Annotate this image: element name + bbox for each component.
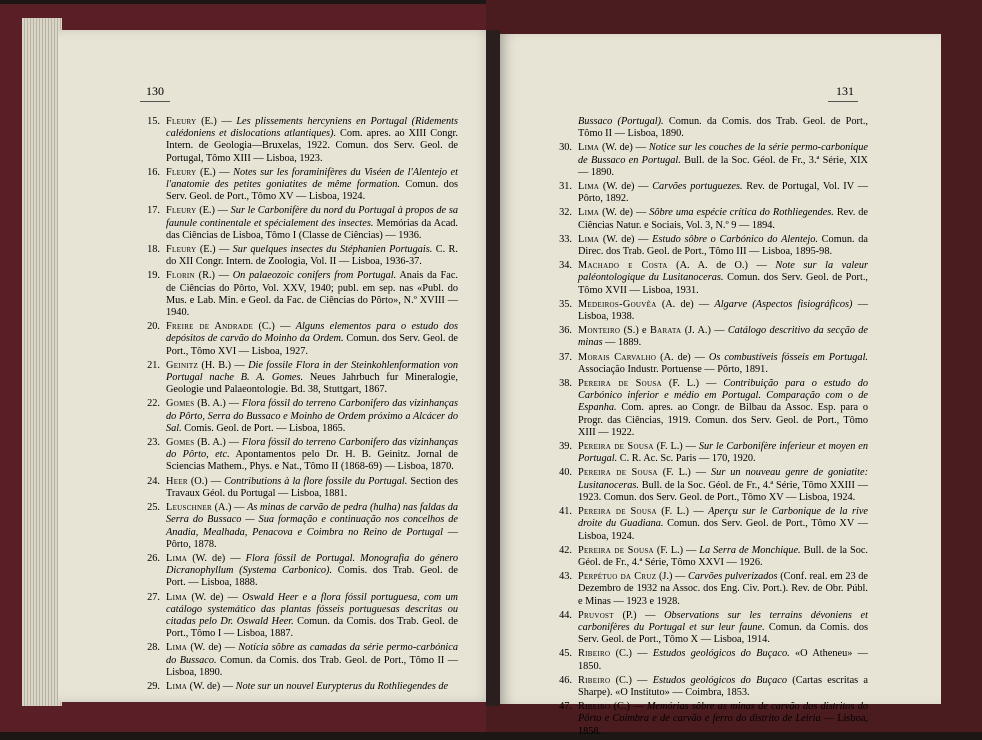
entry-author: Pereira de Sousa <box>578 544 654 556</box>
bib-entry <box>140 167 458 204</box>
entry-details: Comun. da Comis. dos Serv. Geol. de Port., Tômo X — Lisboa, 1914. <box>578 621 869 646</box>
entry-title: Flora fóssil do terreno Carbonifero das vizinhanças do Pôrto, etc. <box>166 437 458 461</box>
entry-title: Estudo sôbre o Carbónico do Alentejo. <box>652 233 818 245</box>
entry-author: Fleury <box>166 205 197 217</box>
entry-title: Notes sur les foraminifères du Viséen de l'Alentejo et l'anatomie des petites goniatites de même formation. <box>166 166 458 191</box>
entry-initials: (C.) — <box>610 648 653 660</box>
entry-author: Lima <box>578 207 600 219</box>
bib-entry <box>552 299 868 323</box>
entry-details: Comis. dos Trab. Geol. de Port. — Lisboa, 1888. <box>166 565 458 589</box>
bib-entry <box>140 321 458 358</box>
entry-initials: (W. de) — <box>599 181 653 193</box>
entry-author: Ribeiro <box>578 674 611 686</box>
entry-author: Medeiros-Gouvêa <box>578 298 657 310</box>
entry-coauthor-initials: (J. A.) — <box>681 325 728 337</box>
page-number-right: 131 <box>836 84 854 98</box>
entry-number: 21. <box>147 359 160 371</box>
entry-author: Lima <box>166 680 188 692</box>
entry-number: 17. <box>147 205 160 217</box>
entry-author: Geinitz <box>166 359 199 371</box>
entry-number: 26. <box>147 552 160 564</box>
page-edges <box>22 18 62 706</box>
entry-number: 23. <box>147 437 160 449</box>
entry-title: Oswald Heer e a flora fóssil portuguesa, com um catálogo systemático das plantas fósseis portuguesas descritas ou citadas pelo Dr. Oswald Heer. <box>166 591 458 627</box>
entry-initials: (E.) — <box>196 166 234 178</box>
bib-entry <box>552 325 868 349</box>
entry-details: Comun. dos Serv. Geol. de Port., Tômo XVI — Lisboa, 1927. <box>166 333 458 357</box>
bib-entry <box>552 675 868 699</box>
entry-initials: (F. L.) — <box>653 544 700 556</box>
entry-details: C. R. do XII Congr. Intern. de Zoologia, Vol. II — Lisboa, 1936-37. <box>166 244 458 268</box>
bib-entry <box>140 502 458 551</box>
entry-author: Machado e Costa <box>578 260 668 272</box>
entry-title: Die fossile Flora in der Steinkohlenformation von Portugal nache B. A. Gomes. <box>166 359 458 384</box>
entry-number: 16. <box>147 166 160 178</box>
entry-details: Com. apres. ao Congr. de Bilbau da Assoc. Esp. para o Progr. das Ciências, 1919. Comun. dos Serv. Geol. de Port., Tômo XIII — 1922. <box>578 402 868 438</box>
entry-details: Bull. de la Soc. Géol. de Fr., 4.ª Série, Tômo XXIII — 1923. Comun. dos Serv. Geol. de Port., Tômo XV — Lisboa, 1924. <box>578 479 868 503</box>
entry-title: Alguns elementos para o estudo dos depósitos de carvão do Moinho da Ordem. <box>166 321 459 345</box>
entry-details: Comun. dos Serv. Geol. de Port., Tômo XVII — Lisboa, 1931. <box>578 272 868 296</box>
entry-details: Comun. da Comis. dos Trab. Geol. de Port., Tômo I — Lisboa, 1887. <box>166 615 458 640</box>
bib-entry <box>140 476 458 500</box>
entry-title: Notice sur les couches de la série permo-carbonique de Bussaco en Portugal. <box>578 142 868 166</box>
bib-entry <box>140 244 458 268</box>
entry-number: 18. <box>147 244 160 256</box>
entry-details: (Conf. real. em 23 de Dezembro de 1932 na Assoc. dos Eng. Civ. Port.). Rev. de Obr. Públ. e Minas — 1923 e 1928. <box>578 571 868 607</box>
entry-title: Carvões pulverizados <box>687 571 778 583</box>
entry-author: Gomes <box>166 398 195 410</box>
entry-initials: (E.) — <box>196 205 231 217</box>
entry-author: Lima <box>166 591 188 603</box>
bib-entry <box>140 592 458 641</box>
entry-title: Notícia sôbre as camadas da série permo-carbónica do Bussaco. <box>166 642 458 666</box>
entry-author: Pruvost <box>578 609 614 621</box>
entry-title: Sur un nouveau genre de goniatite: Lusitanoceras. <box>578 467 868 491</box>
entry-number: 32. <box>559 207 572 219</box>
entry-author: Freire de Andrade <box>166 321 254 333</box>
page-number-rule-right <box>828 101 858 102</box>
entry-details: Bull. de la Soc. Géol. de Fr., 4.ª Série, Tômo XXVI — 1926. <box>578 544 869 568</box>
entry-number: 30. <box>559 142 572 154</box>
entry-author: Pereira de Sousa <box>578 506 657 518</box>
entry-details: «O Atheneu» — 1850. <box>578 648 868 672</box>
entry-author: Pereira de Sousa <box>578 378 662 390</box>
entry-number: 28. <box>147 642 160 654</box>
entry-title: On palaeozoic conifers from Portugal. <box>232 270 397 282</box>
entry-title: Aperçu sur le Carbonique de la rive droite du Guadiana. <box>578 506 868 530</box>
entry-title: Flora fóssil do terreno Carbonifero das vizinhanças do Pôrto, Serra do Bussaco e Moinho de Ordem próximo a Alcácer do Sal. <box>166 398 458 434</box>
entry-number: 19. <box>147 270 160 282</box>
page-number-rule-left <box>140 101 170 102</box>
bib-entry <box>140 437 458 474</box>
bib-entry <box>552 207 868 231</box>
entry-author: Heer <box>166 475 188 487</box>
bib-entry <box>552 260 868 297</box>
entry-title: Os combustíveis fósseis em Portugal. <box>708 351 868 363</box>
entry-title: Les plissements hercyniens en Portugal (Ridements calédoniens et dislocations atlantiques). <box>166 116 458 140</box>
entry-details: Rev. de Ciências Natur. e Sociais, Vol. 3, N.º 9 — 1894. <box>578 207 868 231</box>
entry-number: 36. <box>559 325 572 337</box>
entry-author: Fleury <box>166 244 197 256</box>
bib-entry <box>140 642 458 679</box>
entry-author: Monteiro <box>578 325 621 337</box>
entry-details: Apontamentos pelo Dr. H. B. Geinitz. Jornal de Sciencias Mathem., Phys. e Nat., Tômo II (1868-69) — Lisboa, 1870. <box>166 449 458 473</box>
entry-number: 31. <box>559 181 572 193</box>
entry-number: 46. <box>559 674 572 686</box>
entry-details: Comun. da Direc. dos Trab. Geol. de Port., Tômo III — Lisboa, 1895-98. <box>578 233 868 258</box>
entry-details: — 1889. <box>602 337 642 349</box>
entry-details: Comun. da Comis. dos Trab. Geol. de Port., Tômo II — Lisboa, 1890. <box>578 116 868 140</box>
entry-title: As minas de carvão de pedra (hulha) nas faldas da Serra do Bussaco — Sua formação e continuação nos concelhos de Anadia, Mealhada, Penacova e Coimbra no Reino de Portugal <box>166 502 458 538</box>
entry-author: Ribeiro <box>578 648 611 660</box>
entry-number: 35. <box>559 298 572 310</box>
bib-entry <box>552 506 868 543</box>
bibliography-left <box>140 116 458 695</box>
bib-entry <box>552 545 868 569</box>
entry-details: Section des Travaux Géol. du Portugal — Lisboa, 1881. <box>166 475 459 499</box>
entry-number: 40. <box>559 467 572 479</box>
entry-number: 44. <box>559 609 572 621</box>
entry-initials: (W. de) — <box>599 233 653 245</box>
entry-details: Comis. Geol. de Port. — Lisboa, 1865. <box>181 422 346 434</box>
entry-author: Gomes <box>166 437 195 449</box>
entry-title: Algarve (Aspectos fisiográficos) <box>714 298 853 310</box>
entry-details: Rev. de Portugal, Vol. IV — Pôrto, 1892. <box>578 181 868 205</box>
entry-coauthor: Barata <box>649 325 682 337</box>
entry-initials: (W. de) — <box>187 680 236 692</box>
entry-title: Contribuição para o estudo do Carbónico inferior e médio em Portugal. Comparação com o de Espanha. <box>578 378 869 414</box>
entry-number: 22. <box>147 398 160 410</box>
entry-details: C. R. Ac. Sc. Paris — 170, 1920. <box>617 453 756 465</box>
bib-entry <box>552 610 868 647</box>
entry-title: Sôbre uma espécie crítica do Rothliegendes. <box>649 207 834 219</box>
entry-details: — Pôrto, 1878. <box>166 526 459 550</box>
bib-entry <box>140 270 458 319</box>
entry-details: Anais da Fac. de Ciências do Pôrto, Vol. XXV, 1940; publ. em sep. nas «Publ. do Mus. e Lab. Min. e Geol. da Fac. de Ciências do Pôrto», N.º XVIII — 1940. <box>166 270 458 319</box>
entry-author: Morais Carvalho <box>578 351 657 363</box>
entry-details: — Lisboa, 1938. <box>578 298 868 323</box>
entry-author: Fleury <box>166 166 197 178</box>
entry-initials: (W. de) — <box>599 142 649 154</box>
entry-author: Lima <box>166 642 188 654</box>
entry-details: Com. apres. ao XIII Congr. Intern. de Geologia—Bruxelas, 1922. Comun. dos Serv. Geol. de Portugal, Tômo XIII — Lisboa, 1923. <box>166 128 458 164</box>
entry-title: Estudos geológicos do Buçaco. <box>652 648 790 660</box>
entry-author: Ribeiro <box>578 701 611 713</box>
entry-title: Sur le Carbonifère du nord du Portugal à propos de sa faunule continentale et spécialement des insectes. <box>166 205 458 229</box>
entry-initials: (O.) — <box>187 475 225 487</box>
entry-initials: (R.) — <box>194 270 233 282</box>
entry-initials: (J.) — <box>656 571 688 583</box>
book-gutter <box>486 30 500 706</box>
entry-number: 34. <box>559 260 572 272</box>
entry-initials: (B. A.) — <box>194 437 242 449</box>
entry-initials: (S.) e <box>620 325 650 337</box>
page-number-left: 130 <box>146 84 164 98</box>
entry-title: Estudos geológicos do Buçaco <box>652 674 787 686</box>
bib-entry <box>140 205 458 242</box>
bib-entry <box>140 360 458 397</box>
entry-details: Associação Industr. Portuense — Pôrto, 1891. <box>578 363 768 375</box>
entry-number: 38. <box>559 378 572 390</box>
entry-title: La Serra de Monchique. <box>699 544 801 556</box>
entry-number: 42. <box>559 544 572 556</box>
bib-entry <box>140 398 458 435</box>
entry-initials: (C.) — <box>253 321 296 333</box>
bib-entry <box>552 701 868 738</box>
entry-details: Comun. da Comis. dos Trab. Geol. de Port., Tômo II — Lisboa, 1890. <box>166 654 458 678</box>
entry-number: 33. <box>559 233 572 245</box>
bib-entry <box>552 441 868 465</box>
bib-entry <box>552 378 868 439</box>
bib-entry <box>140 681 458 693</box>
entry-initials: (H. B.) — <box>198 359 249 371</box>
entry-author: Perpétuo da Cruz <box>578 571 657 583</box>
bibliography-right <box>552 116 868 740</box>
entry-title: Bussaco (Portugal). <box>578 116 664 127</box>
entry-title: Memórias sôbre as minas de carvão dos distritos do Pôrto e Coimbra e de carvão e ferro do distrito de Leiria <box>578 701 868 725</box>
entry-number: 39. <box>559 441 572 453</box>
bib-entry <box>552 648 868 672</box>
bib-entry <box>552 467 868 504</box>
entry-initials: (C.) — <box>610 674 653 686</box>
entry-author: Pereira de Sousa <box>578 467 658 479</box>
entry-number: 20. <box>147 321 160 333</box>
bib-entry <box>552 571 868 608</box>
entry-author: Lima <box>166 552 188 564</box>
entry-initials: (A. A. de O.) — <box>667 260 776 272</box>
entry-details: Memórias da Acad. das Ciências de Lisboa, Tômo I (Classe de Ciências) — 1936. <box>166 217 458 241</box>
entry-details: (Cartas escritas a Sharpe). «O Instituto» — Coimbra, 1853. <box>578 674 868 698</box>
entry-author: Leuschner <box>166 502 212 514</box>
entry-number: 29. <box>147 680 160 692</box>
entry-author: Lima <box>578 233 600 245</box>
entry-initials: (A. de) — <box>656 351 709 363</box>
entry-number: 45. <box>559 648 572 660</box>
entry-author: Florin <box>166 270 195 282</box>
entry-title: Flora fóssil de Portugal. Monografia do género Dicranophyllum (Systema Carbonico). <box>166 552 458 577</box>
entry-title: Sur quelques insectes du Stéphanien Portugais. <box>232 244 433 256</box>
entry-initials: (C.) — <box>610 701 647 713</box>
entry-number: 15. <box>147 116 160 127</box>
entry-initials: (F. L.) — <box>661 378 724 390</box>
bib-entry <box>140 553 458 590</box>
entry-number: 41. <box>559 506 572 518</box>
entry-details: — Lisboa, 1858. <box>578 713 868 737</box>
entry-initials: (E.) — <box>196 244 233 256</box>
entry-initials: (F. L.) — <box>657 467 712 479</box>
entry-number: 47. <box>559 701 572 713</box>
entry-author: Fleury <box>166 116 197 127</box>
entry-initials: (W. de) — <box>599 207 650 219</box>
entry-title: Note sur la valeur paléontologique du Lusitanoceras. <box>578 260 868 284</box>
bib-entry <box>552 142 868 179</box>
entry-initials: (F. L.) — <box>656 506 709 518</box>
entry-title: Carvões portuguezes. <box>652 181 743 193</box>
entry-initials: (E.) — <box>196 116 237 127</box>
entry-title: Sur le Carbonifère inferieur et moyen en Portugal. <box>578 441 868 465</box>
entry-initials: (W. de) — <box>187 552 246 564</box>
entry-author: Lima <box>578 142 600 154</box>
entry-initials: (P.) — <box>613 609 665 621</box>
bib-entry <box>140 116 458 165</box>
entry-initials: (B. A.) — <box>194 398 242 410</box>
entry-number: 24. <box>147 475 160 487</box>
bib-entry <box>552 181 868 205</box>
entry-details: Comun. dos Serv. Geol. de Port., Tômo XV — Lisboa, 1924. <box>166 179 458 203</box>
entry-number: 27. <box>147 591 160 603</box>
entry-details: Comun. dos Serv. Geol. de Port., Tômo XV — Lisboa, 1924. <box>578 518 868 542</box>
entry-initials: (W. de) — <box>187 642 239 654</box>
bib-entry <box>552 352 868 376</box>
entry-author: Pereira de Sousa <box>578 441 654 453</box>
entry-initials: (A. de) — <box>656 298 715 310</box>
entry-initials: (F. L.) — <box>653 441 699 453</box>
entry-number: 25. <box>147 502 160 514</box>
entry-title: Catálogo descritivo da secção de minas <box>578 325 869 349</box>
entry-title: Note sur un nouvel Eurypterus du Rothliegendes de <box>235 680 449 692</box>
entry-initials: (A.) — <box>211 502 248 514</box>
entry-number: 37. <box>559 351 572 363</box>
bib-entry <box>552 234 868 258</box>
bib-entry-continuation <box>552 116 868 140</box>
entry-number: 43. <box>559 571 572 583</box>
entry-details: Bull. de la Soc. Géol. de Fr., 3.ª Série, XIX — 1890. <box>578 154 868 178</box>
entry-author: Lima <box>578 181 600 193</box>
entry-title: Contributions à la flore fossile du Portugal. <box>224 475 408 487</box>
entry-initials: (W. de) — <box>187 591 243 603</box>
entry-details: Neues Jahrbuch fur Mineralogie, Geologie und Palaeontologie. Bd. 38, Stuttgart, 1867. <box>166 372 458 396</box>
entry-title: Observations sur les terrains dévoniens et carbonifères du Portugal et sur leur faune. <box>578 609 868 633</box>
